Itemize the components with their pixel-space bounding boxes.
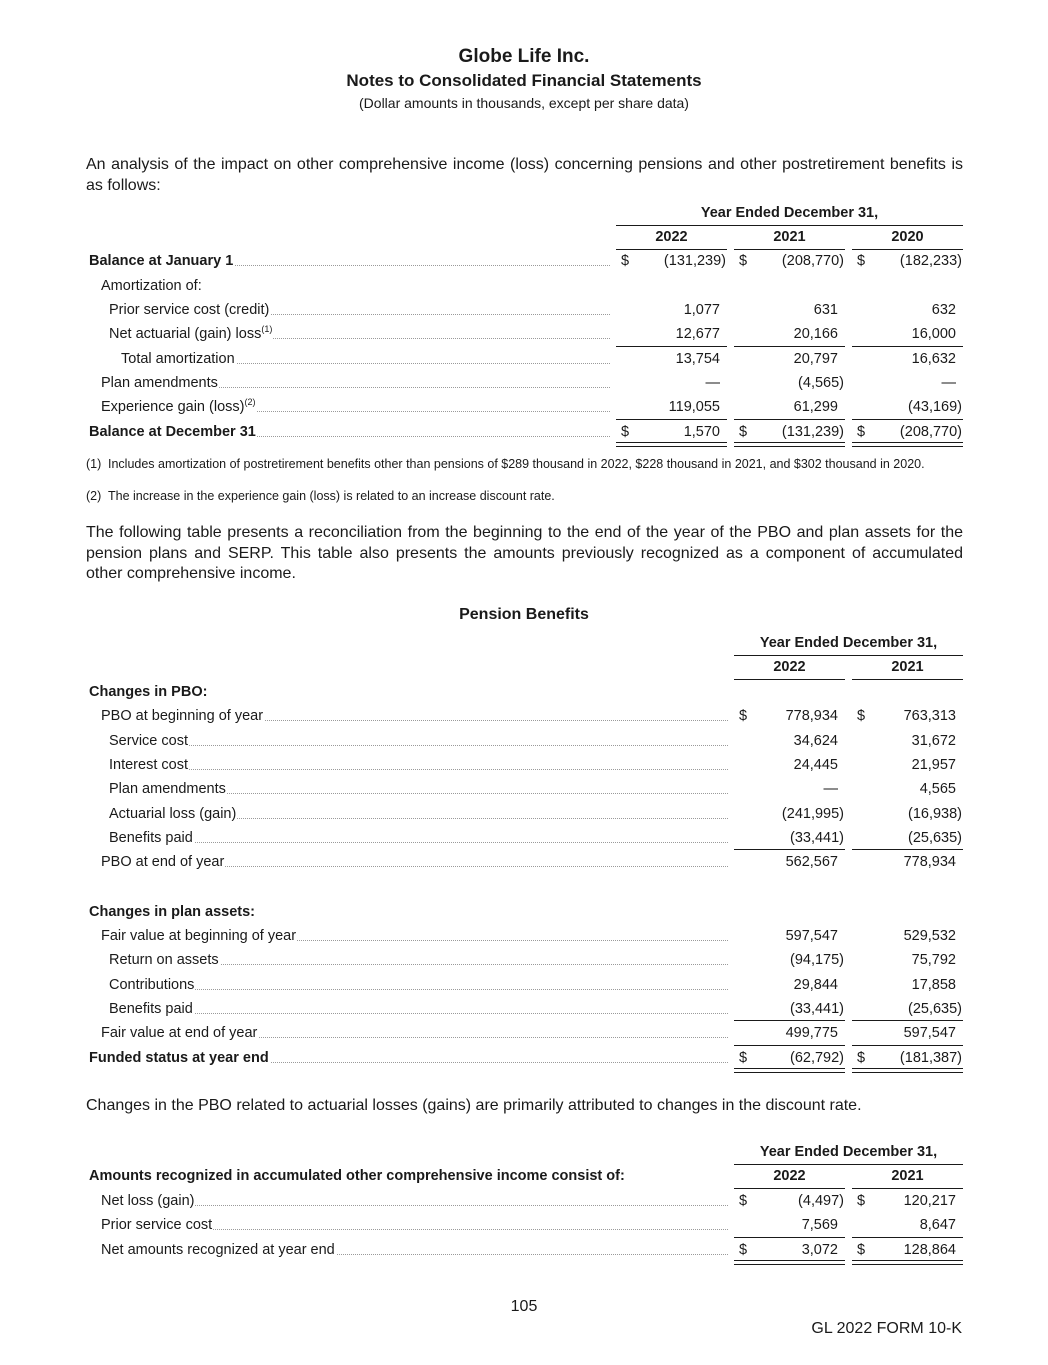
currency-symbol: $ <box>739 424 748 440</box>
row-label <box>109 827 728 849</box>
row-label-text: Funded status at year end <box>89 1050 269 1066</box>
value-cell: 17,858 <box>911 977 956 993</box>
leader-dots <box>109 1013 728 1014</box>
row-label-text: Contributions <box>109 977 195 993</box>
total-double-rule <box>852 1260 963 1265</box>
row-label <box>109 299 610 321</box>
intro-paragraph: An analysis of the impact on other comprehensive income (loss) concerning pensions and other postretirement benefits is as follows: <box>86 156 963 194</box>
row-label <box>89 901 728 923</box>
row-label <box>109 754 728 776</box>
column-header-rule <box>852 679 963 680</box>
value-cell: (241,995) <box>781 806 844 822</box>
row-label-text: Total amortization <box>121 351 235 367</box>
table-row <box>0 974 1048 996</box>
subtotal-rule <box>616 346 727 347</box>
value-cell: 4,565 <box>919 781 956 797</box>
table-row <box>0 681 1048 703</box>
value-cell: 21,957 <box>911 757 956 773</box>
value-cell: 597,547 <box>903 1025 956 1041</box>
row-label-text: Service cost <box>109 733 188 749</box>
row-label-text: Balance at December 31 <box>89 424 256 440</box>
value-cell: 529,532 <box>903 928 956 944</box>
row-label-text: Net amounts recognized at year end <box>101 1242 335 1258</box>
currency-symbol: $ <box>621 253 630 269</box>
table-row <box>0 705 1048 727</box>
column-header-rule <box>734 679 845 680</box>
leader-dots <box>109 842 728 843</box>
period-header-rule <box>616 225 963 226</box>
table-row <box>0 1190 1048 1212</box>
row-label <box>101 1239 728 1261</box>
total-double-rule <box>852 442 963 447</box>
table-row <box>0 250 1048 272</box>
row-label <box>89 250 610 272</box>
subtotal-rule <box>852 1045 963 1046</box>
table-heading: Amounts recognized in accumulated other comprehensive income consist of: <box>89 1168 625 1184</box>
leader-dots <box>109 745 728 746</box>
row-label-text: Prior service cost <box>101 1217 213 1233</box>
period-header: Year Ended December 31, <box>700 205 879 221</box>
subtotal-rule <box>734 1045 845 1046</box>
column-header-2022: 2022 <box>773 659 806 675</box>
value-cell: — <box>823 781 838 797</box>
value-cell: (33,441) <box>789 830 844 846</box>
footnote-text: The increase in the experience gain (loss) is related to an increase discount rate. <box>108 489 555 503</box>
row-label-text: Changes in PBO: <box>89 684 208 700</box>
value-cell: 8,647 <box>919 1217 956 1233</box>
row-label-text: Net loss (gain) <box>101 1193 195 1209</box>
table-row <box>0 396 1048 418</box>
row-label <box>89 1047 728 1069</box>
row-label-text: Experience gain (loss)$^{(2)}$ <box>101 397 256 415</box>
row-label <box>101 851 728 873</box>
table-row <box>0 827 1048 849</box>
value-cell: (25,635) <box>907 1001 962 1017</box>
row-label-text: Amortization of: <box>101 278 202 294</box>
row-label <box>101 1214 728 1236</box>
value-cell: (4,565) <box>798 375 844 391</box>
footnote-1 <box>86 456 963 472</box>
value-cell: 3,072 <box>801 1242 838 1258</box>
value-cell: 75,792 <box>911 952 956 968</box>
value-cell: (43,169) <box>907 399 962 415</box>
currency-symbol: $ <box>739 1242 748 1258</box>
value-cell: 128,864 <box>903 1242 956 1258</box>
value-cell: 24,445 <box>793 757 838 773</box>
subtotal-rule <box>734 1020 845 1021</box>
value-cell: (62,792) <box>789 1050 844 1066</box>
reconciliation-paragraph: The following table presents a reconciliation from the beginning to the end of the year of the PBO and plan assets for the pension plans and SERP. This table also presents the amounts previously recognized as a component of accumulated other comprehensive income. <box>86 524 963 582</box>
column-header-2022: 2022 <box>655 229 688 245</box>
value-cell: (208,770) <box>899 424 962 440</box>
page-subtitle: (Dollar amounts in thousands, except per share data) <box>359 95 689 111</box>
page-number: 105 <box>510 1298 538 1315</box>
value-cell: (4,497) <box>798 1193 844 1209</box>
currency-symbol: $ <box>857 1050 866 1066</box>
currency-symbol: $ <box>739 253 748 269</box>
table-row <box>0 803 1048 825</box>
column-header-rule <box>852 1188 963 1189</box>
row-label-text: Fair value at beginning of year <box>101 928 297 944</box>
table-row <box>0 1047 1048 1069</box>
row-label <box>89 421 610 443</box>
value-cell: (33,441) <box>789 1001 844 1017</box>
row-label <box>101 1022 728 1044</box>
value-cell: 29,844 <box>793 977 838 993</box>
row-label-text: Plan amendments <box>101 375 218 391</box>
column-header-2021: 2021 <box>891 1168 924 1184</box>
total-double-rule <box>734 1068 845 1073</box>
table-row <box>0 1239 1048 1261</box>
currency-symbol: $ <box>857 708 866 724</box>
total-double-rule <box>852 1068 963 1073</box>
table-row <box>0 1214 1048 1236</box>
page-title: Notes to Consolidated Financial Statements <box>346 71 702 90</box>
row-label <box>101 275 610 297</box>
table-row <box>0 1022 1048 1044</box>
currency-symbol: $ <box>857 1193 866 1209</box>
currency-symbol: $ <box>857 424 866 440</box>
form-label: GL 2022 FORM 10-K <box>811 1320 962 1337</box>
value-cell: 119,055 <box>668 399 720 415</box>
value-cell: 562,567 <box>785 854 838 870</box>
table-row <box>0 299 1048 321</box>
subtotal-rule <box>852 1020 963 1021</box>
row-label-text: Benefits paid <box>109 1001 193 1017</box>
table-row <box>0 925 1048 947</box>
footnote-number: (1) <box>86 457 102 471</box>
currency-symbol: $ <box>739 708 748 724</box>
value-cell: 631 <box>813 302 838 318</box>
table-row <box>0 275 1048 297</box>
value-cell: 1,570 <box>683 424 720 440</box>
value-cell: 13,754 <box>675 351 720 367</box>
subtotal-rule <box>852 1237 963 1238</box>
value-cell: 31,672 <box>911 733 956 749</box>
subtotal-rule <box>734 849 845 850</box>
value-cell: (25,635) <box>907 830 962 846</box>
value-cell: 1,077 <box>683 302 720 318</box>
period-header: Year Ended December 31, <box>759 1144 938 1160</box>
value-cell: 61,299 <box>793 399 838 415</box>
value-cell: 778,934 <box>903 854 956 870</box>
value-cell: 20,797 <box>793 351 838 367</box>
value-cell: (131,239) <box>781 424 844 440</box>
row-label <box>101 705 728 727</box>
row-label <box>109 323 610 345</box>
currency-symbol: $ <box>857 253 866 269</box>
value-cell: 16,000 <box>911 326 956 342</box>
value-cell: (131,239) <box>663 253 726 269</box>
period-header-rule <box>734 655 963 656</box>
column-header-rule <box>734 1188 845 1189</box>
value-cell: 778,934 <box>785 708 838 724</box>
value-cell: — <box>941 375 956 391</box>
value-cell: (181,387) <box>899 1050 962 1066</box>
row-label <box>101 1190 728 1212</box>
leader-dots <box>101 1205 728 1206</box>
row-label <box>101 372 610 394</box>
row-label <box>101 396 610 418</box>
value-cell: (16,938) <box>907 806 962 822</box>
company-name: Globe Life Inc. <box>458 46 590 67</box>
column-header-2021: 2021 <box>891 659 924 675</box>
column-header-2022: 2022 <box>773 1168 806 1184</box>
value-cell: — <box>705 375 720 391</box>
value-cell: (94,175) <box>789 952 844 968</box>
currency-symbol: $ <box>857 1242 866 1258</box>
leader-dots <box>109 989 728 990</box>
table-row <box>0 372 1048 394</box>
row-label-text: Balance at January 1 <box>89 253 234 269</box>
table-row <box>0 778 1048 800</box>
row-label <box>101 925 728 947</box>
total-double-rule <box>616 442 727 447</box>
value-cell: 597,547 <box>785 928 838 944</box>
total-double-rule <box>734 442 845 447</box>
footnote-ref: (2) <box>244 397 256 408</box>
value-cell: 499,775 <box>785 1025 838 1041</box>
leader-dots <box>109 769 728 770</box>
table-row <box>0 323 1048 345</box>
currency-symbol: $ <box>739 1193 748 1209</box>
value-cell: 120,217 <box>903 1193 956 1209</box>
row-label-text: Prior service cost (credit) <box>109 302 270 318</box>
currency-symbol: $ <box>739 1050 748 1066</box>
value-cell: (208,770) <box>781 253 844 269</box>
footnote-text: Includes amortization of postretirement benefits other than pensions of $289 thousand in 2022, $228 thousand in 2021, and $302 thousand in 2020. <box>108 457 925 471</box>
row-label <box>109 730 728 752</box>
row-label-text: Plan amendments <box>109 781 226 797</box>
currency-symbol: $ <box>621 424 630 440</box>
footnote-ref: (1) <box>261 324 273 335</box>
table-row <box>0 949 1048 971</box>
column-header-2020: 2020 <box>891 229 924 245</box>
table-row <box>0 754 1048 776</box>
table-row <box>0 348 1048 370</box>
value-cell: 20,166 <box>793 326 838 342</box>
table-row <box>0 851 1048 873</box>
row-label-text: Net actuarial (gain) loss$^{(1)}$ <box>109 324 273 342</box>
row-label <box>109 974 728 996</box>
value-cell: 34,624 <box>793 733 838 749</box>
row-label-text: Return on assets <box>109 952 219 968</box>
value-cell: 7,569 <box>801 1217 838 1233</box>
period-header-rule <box>734 1164 963 1165</box>
column-header-2021: 2021 <box>773 229 806 245</box>
value-cell: 632 <box>931 302 956 318</box>
row-label <box>121 348 610 370</box>
row-label-text: Benefits paid <box>109 830 193 846</box>
row-label-text: Changes in plan assets: <box>89 904 255 920</box>
value-cell: 763,313 <box>903 708 956 724</box>
value-cell: 12,677 <box>675 326 720 342</box>
footnote-number: (2) <box>86 489 102 503</box>
row-label-text: Actuarial loss (gain) <box>109 806 237 822</box>
row-label-text: Interest cost <box>109 757 188 773</box>
row-label <box>109 949 728 971</box>
table-row <box>0 998 1048 1020</box>
total-double-rule <box>734 1260 845 1265</box>
row-label <box>109 778 728 800</box>
value-cell: 16,632 <box>911 351 956 367</box>
pension-benefits-title: Pension Benefits <box>459 606 589 623</box>
subtotal-rule <box>734 346 845 347</box>
subtotal-rule <box>852 419 963 420</box>
footnote-2 <box>86 488 963 504</box>
subtotal-rule <box>852 346 963 347</box>
row-label-text: PBO at beginning of year <box>101 708 264 724</box>
row-label <box>109 803 728 825</box>
subtotal-rule <box>734 419 845 420</box>
table-row <box>0 730 1048 752</box>
value-cell: (182,233) <box>899 253 962 269</box>
subtotal-rule <box>852 849 963 850</box>
table-row <box>0 901 1048 923</box>
row-label <box>109 998 728 1020</box>
row-label-text: PBO at end of year <box>101 854 225 870</box>
subtotal-rule <box>616 419 727 420</box>
subtotal-rule <box>734 1237 845 1238</box>
table-row <box>0 421 1048 443</box>
period-header: Year Ended December 31, <box>759 635 938 651</box>
row-label-text: Fair value at end of year <box>101 1025 258 1041</box>
row-label <box>89 681 728 703</box>
pbo-note: Changes in the PBO related to actuarial losses (gains) are primarily attributed to changes in the discount rate. <box>86 1097 862 1114</box>
